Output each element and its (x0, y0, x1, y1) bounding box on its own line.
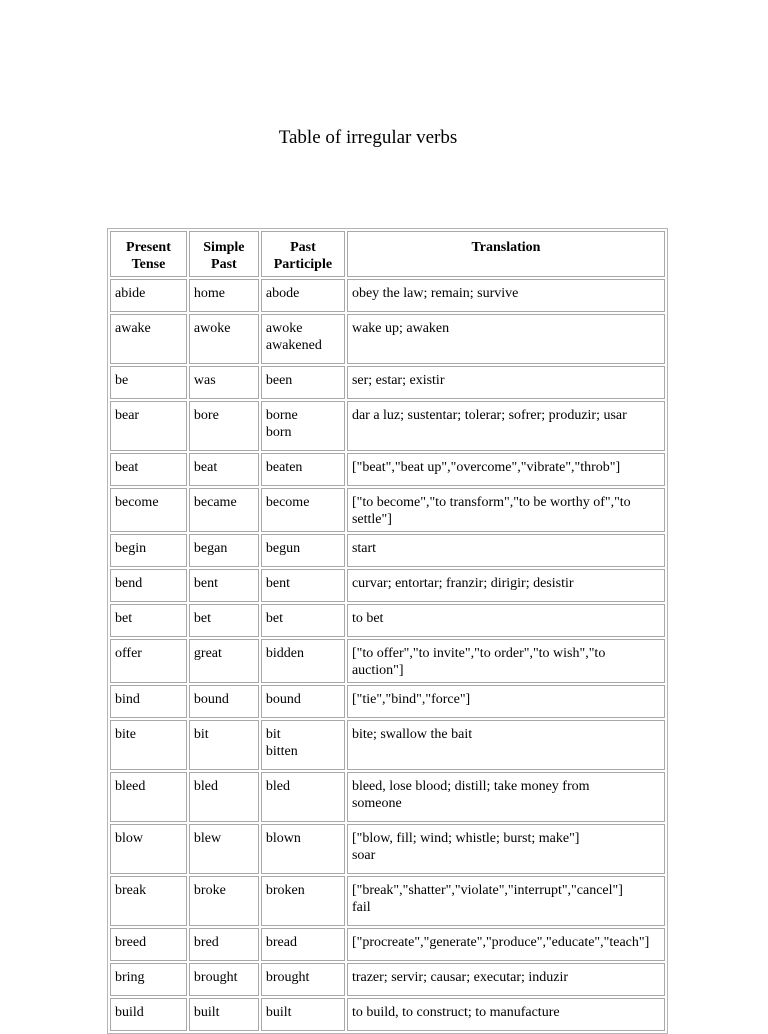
past-participle-cell (261, 963, 345, 996)
header-text: Tense (131, 257, 166, 272)
translation-text: ["blow, fill; wind; whistle; burst; make"] (351, 831, 580, 846)
table-row (110, 534, 665, 567)
table-row (110, 998, 665, 1031)
past-participle-cell (261, 876, 345, 926)
page-title: Table of irregular verbs (278, 127, 458, 148)
past-participle-cell (261, 604, 345, 637)
past-participle-cell (261, 534, 345, 567)
simple-past-cell: bent (189, 569, 259, 602)
translation-cell (347, 720, 665, 770)
participle-form: bled (265, 779, 290, 794)
translation-cell (347, 314, 665, 364)
translation-cell (347, 453, 665, 486)
table-row (110, 279, 665, 312)
table-row (110, 963, 665, 996)
past-participle-cell (261, 401, 345, 451)
header-text: Translation (471, 240, 541, 255)
participle-form: beaten (265, 460, 303, 475)
simple-past-cell: bit (189, 720, 259, 770)
header-text: Past (211, 257, 237, 272)
present-tense-cell: bear (110, 401, 187, 451)
translation-text: bite; swallow the bait (351, 727, 473, 742)
table-row (110, 824, 665, 874)
translation-text: fail (351, 900, 371, 915)
translation-cell (347, 876, 665, 926)
irregular-verbs-table (107, 228, 668, 1034)
translation-cell (347, 963, 665, 996)
past-participle-cell (261, 366, 345, 399)
translation-cell (347, 488, 665, 532)
present-tense-cell: blow (110, 824, 187, 874)
past-participle-cell (261, 488, 345, 532)
past-participle-cell (261, 453, 345, 486)
translation-cell (347, 772, 665, 822)
present-tense-cell: awake (110, 314, 187, 364)
simple-past-cell: brought (189, 963, 259, 996)
translation-cell (347, 279, 665, 312)
translation-text: someone (351, 796, 402, 811)
simple-past-cell: bet (189, 604, 259, 637)
participle-form: born (265, 425, 292, 440)
header-translation (347, 231, 665, 277)
translation-cell (347, 534, 665, 567)
translation-cell (347, 639, 665, 683)
present-tense-cell: become (110, 488, 187, 532)
present-tense-cell: build (110, 998, 187, 1031)
translation-text: curvar; entortar; franzir; dirigir; desistir (351, 576, 574, 591)
translation-text: ["tie","bind","force"] (351, 692, 471, 707)
translation-text: to bet (351, 611, 384, 626)
translation-cell (347, 928, 665, 961)
translation-cell (347, 685, 665, 718)
present-tense-cell: beat (110, 453, 187, 486)
past-participle-cell (261, 928, 345, 961)
participle-form: awakened (265, 338, 322, 353)
participle-form: brought (265, 970, 310, 985)
translation-text: ["beat","beat up","overcome","vibrate","throb"] (351, 460, 621, 475)
simple-past-cell: great (189, 639, 259, 683)
present-tense-cell: breed (110, 928, 187, 961)
present-tense-cell: bet (110, 604, 187, 637)
translation-cell (347, 401, 665, 451)
past-participle-cell (261, 824, 345, 874)
table-row (110, 401, 665, 451)
table-row (110, 928, 665, 961)
simple-past-cell: was (189, 366, 259, 399)
translation-text: obey the law; remain; survive (351, 286, 519, 301)
present-tense-cell: bring (110, 963, 187, 996)
table-row (110, 772, 665, 822)
translation-cell (347, 366, 665, 399)
translation-cell (347, 604, 665, 637)
simple-past-cell: bred (189, 928, 259, 961)
table-row (110, 314, 665, 364)
simple-past-cell: began (189, 534, 259, 567)
participle-form: been (265, 373, 293, 388)
past-participle-cell (261, 314, 345, 364)
header-text: Participle (273, 257, 333, 272)
translation-text: soar (351, 848, 376, 863)
simple-past-cell: bled (189, 772, 259, 822)
translation-cell (347, 569, 665, 602)
simple-past-cell: bound (189, 685, 259, 718)
participle-form: built (265, 1005, 292, 1020)
table-row (110, 639, 665, 683)
table-row (110, 366, 665, 399)
table-header-row (110, 231, 665, 277)
simple-past-cell: blew (189, 824, 259, 874)
simple-past-cell: became (189, 488, 259, 532)
translation-text: wake up; awaken (351, 321, 450, 336)
past-participle-cell (261, 720, 345, 770)
table-row (110, 453, 665, 486)
participle-form: broken (265, 883, 305, 898)
participle-form: bidden (265, 646, 304, 661)
translation-text: bleed, lose blood; distill; take money from (351, 779, 590, 794)
header-simple-past (189, 231, 259, 277)
participle-form: awoke (265, 321, 303, 336)
translation-text: ["procreate","generate","produce","educate","teach"] (351, 935, 650, 950)
simple-past-cell: beat (189, 453, 259, 486)
past-participle-cell (261, 772, 345, 822)
translation-text: ["to offer","to invite","to order","to wish","to auction"] (351, 646, 606, 678)
participle-form: borne (265, 408, 298, 423)
past-participle-cell (261, 998, 345, 1031)
simple-past-cell: awoke (189, 314, 259, 364)
participle-form: bit (265, 727, 281, 742)
participle-form: bent (265, 576, 290, 591)
table-row (110, 488, 665, 532)
simple-past-cell: home (189, 279, 259, 312)
present-tense-cell: abide (110, 279, 187, 312)
past-participle-cell (261, 279, 345, 312)
present-tense-cell: bind (110, 685, 187, 718)
present-tense-cell: break (110, 876, 187, 926)
translation-text: to build, to construct; to manufacture (351, 1005, 560, 1020)
translation-text: ser; estar; existir (351, 373, 445, 388)
participle-form: abode (265, 286, 300, 301)
table-row (110, 604, 665, 637)
past-participle-cell (261, 685, 345, 718)
participle-form: bread (265, 935, 297, 950)
present-tense-cell: offer (110, 639, 187, 683)
participle-form: blown (265, 831, 301, 846)
translation-text: ["to become","to transform","to be worthy of","to settle"] (351, 495, 631, 527)
present-tense-cell: bleed (110, 772, 187, 822)
past-participle-cell (261, 569, 345, 602)
present-tense-cell: bend (110, 569, 187, 602)
simple-past-cell: bore (189, 401, 259, 451)
simple-past-cell: built (189, 998, 259, 1031)
past-participle-cell (261, 639, 345, 683)
translation-text: dar a luz; sustentar; tolerar; sofrer; produzir; usar (351, 408, 627, 423)
header-text: Past (290, 240, 316, 255)
table-row (110, 569, 665, 602)
participle-form: bitten (265, 744, 298, 759)
present-tense-cell: be (110, 366, 187, 399)
header-text: Simple (203, 240, 245, 255)
table-row (110, 685, 665, 718)
participle-form: bound (265, 692, 301, 707)
translation-text: trazer; servir; causar; executar; induzir (351, 970, 569, 985)
header-present-tense (110, 231, 187, 277)
header-past-participle (261, 231, 345, 277)
present-tense-cell: bite (110, 720, 187, 770)
table-row (110, 876, 665, 926)
header-text: Present (126, 240, 171, 255)
participle-form: begun (265, 541, 301, 556)
participle-form: bet (265, 611, 283, 626)
translation-text: start (351, 541, 377, 556)
translation-cell (347, 824, 665, 874)
participle-form: become (265, 495, 310, 510)
simple-past-cell: broke (189, 876, 259, 926)
translation-text: ["break","shatter","violate","interrupt","cancel"] (351, 883, 623, 898)
table-row (110, 720, 665, 770)
present-tense-cell: begin (110, 534, 187, 567)
translation-cell (347, 998, 665, 1031)
